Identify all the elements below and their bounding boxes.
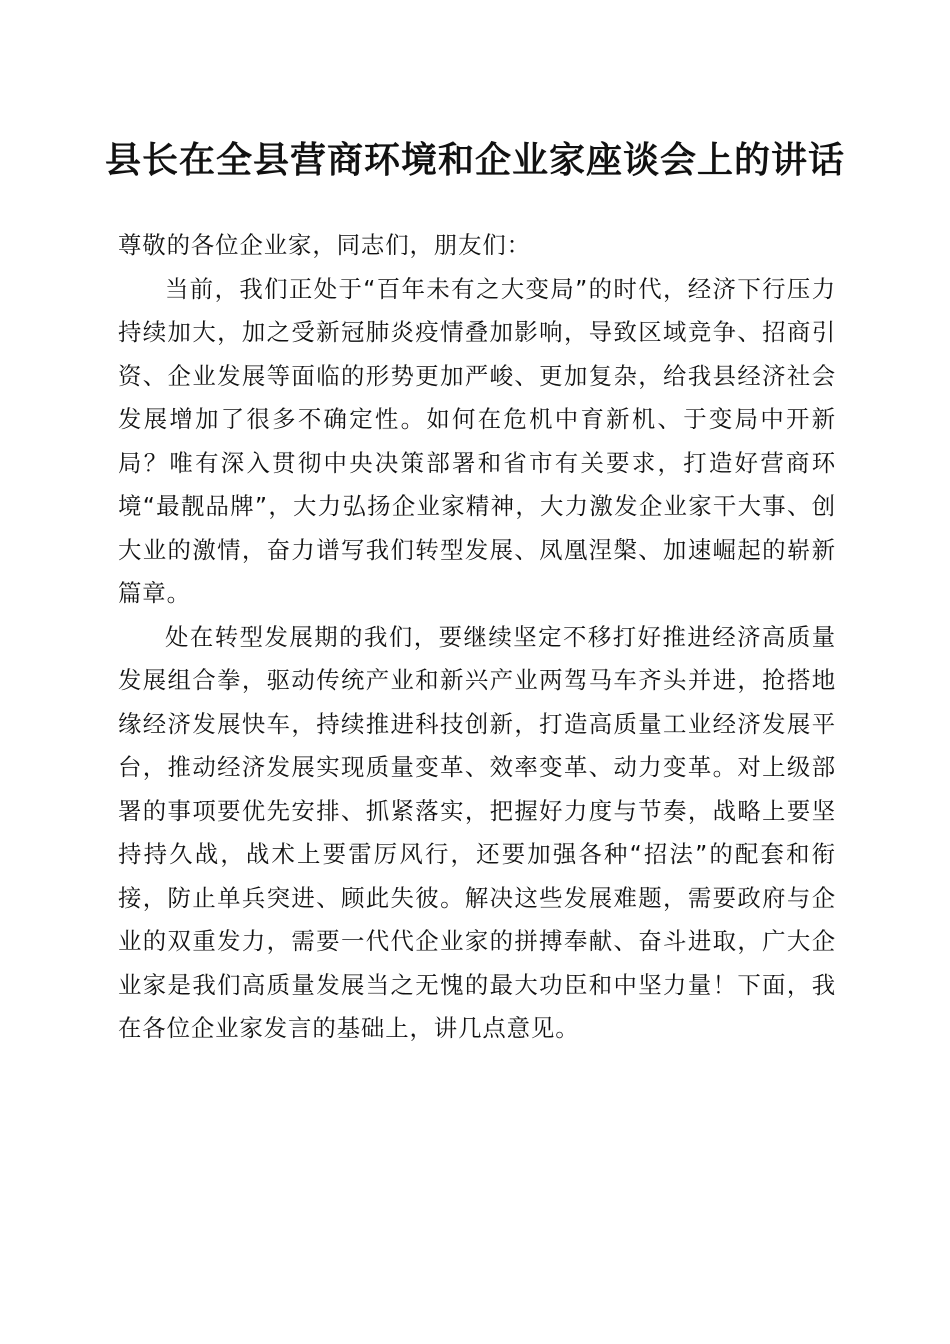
body-paragraph-1: 当前，我们正处于“百年未有之大变局”的时代，经济下行压力持续加大，加之受新冠肺炎疫情叠加影响，导致区域竞争、招商引资、企业发展等面临的形势更加严峻、更加复杂，给我县经济社会发展增加了很多不确定性。如何在危机中育新机、于变局中开新局？唯有深入贯彻中央决策部署和省市有关要求，打造好营商环境“最靓品牌”，大力弘扬企业家精神，大力激发企业家干大事、创大业的激情，奋力谱写我们转型发展、凤凰涅槃、加速崛起的崭新篇章。 xyxy=(118,274,836,607)
body-paragraph-2: 处在转型发展期的我们，要继续坚定不移打好推进经济高质量发展组合拳，驱动传统产业和新兴产业两驾马车齐头并进，抢搭地缘经济发展快车，持续推进科技创新，打造高质量工业经济发展平台，推动经济发展实现质量变革、效率变革、动力变革。对上级部署的事项要优先安排、抓紧落实，把握好力度与节奏，战略上要坚持持久战，战术上要雷厉风行，还要加强各种“招法”的配套和衔接，防止单兵突进、顾此失彼。解决这些发展难题，需要政府与企业的双重发力，需要一代代企业家的拼搏奉献、奋斗进取，广大企业家是我们高质量发展当之无愧的最大功臣和中坚力量！下面，我在各位企业家发言的基础上，讲几点意见。 xyxy=(118,622,836,1042)
salutation: 尊敬的各位企业家，同志们，朋友们： xyxy=(118,231,531,259)
document-body xyxy=(118,224,836,1051)
document-title: 县长在全县营商环境和企业家座谈会上的讲话 xyxy=(104,139,845,181)
